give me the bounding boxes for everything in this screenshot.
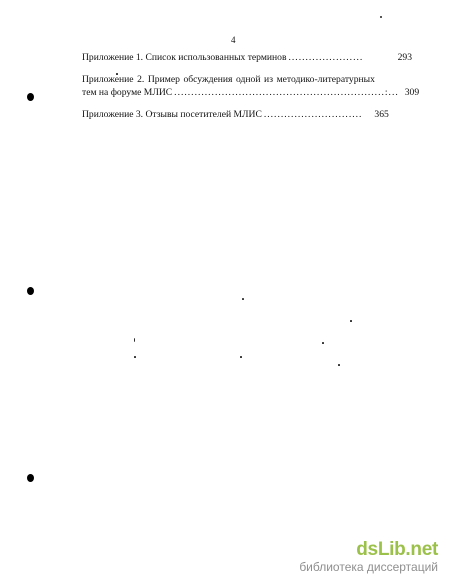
toc-dot-leader: ...................... xyxy=(288,52,364,63)
scan-speck xyxy=(134,356,136,358)
toc-dot-leader: ............................. xyxy=(263,109,363,120)
watermark-tagline: библиотека диссертаций xyxy=(299,560,438,574)
scan-speck xyxy=(322,342,324,344)
toc-page-number: 365 xyxy=(374,109,389,120)
scan-speck xyxy=(242,298,244,300)
toc-entry-appendix-2[interactable] xyxy=(82,73,420,99)
toc-dot-leader: ..............................................................:... xyxy=(174,87,399,98)
scan-speck xyxy=(380,16,382,18)
scan-speck xyxy=(350,320,352,322)
watermark-logo: dsLib.net xyxy=(356,539,438,560)
toc-entry-appendix-3[interactable] xyxy=(82,108,412,121)
toc-entry-title: Приложение 1. Список использованных терминов xyxy=(82,52,287,63)
scan-speck xyxy=(240,356,242,358)
dslib-watermark xyxy=(299,540,438,574)
scan-speck xyxy=(338,364,340,366)
toc-entry-title-line-2: тем на форуме МЛИС xyxy=(82,87,173,98)
toc-page-number: 293 xyxy=(397,52,412,63)
punch-hole-icon xyxy=(27,93,34,101)
scan-speck xyxy=(116,73,118,75)
toc-entry-title-line-1: Приложение 2. Пример обсуждения одной из методико-литературных xyxy=(82,74,375,85)
punch-hole-icon xyxy=(27,474,34,482)
page-number: 4 xyxy=(231,35,236,45)
toc-page-number: 309 xyxy=(404,87,420,98)
punch-hole-icon xyxy=(27,287,34,295)
table-of-contents xyxy=(82,51,420,121)
toc-entry-title: Приложение 3. Отзывы посетителей МЛИС xyxy=(82,109,262,120)
toc-entry-appendix-1[interactable] xyxy=(82,51,412,64)
scan-speck xyxy=(134,338,135,342)
